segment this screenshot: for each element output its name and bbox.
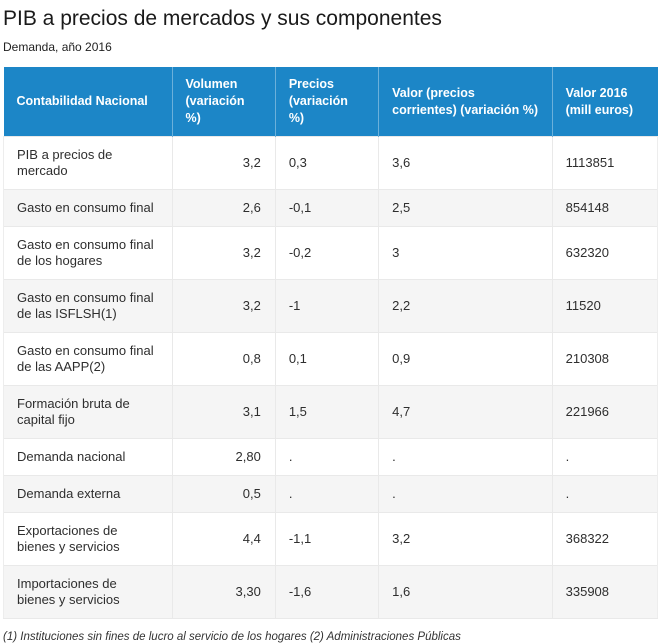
cell-valor: 2,2 bbox=[379, 280, 553, 333]
cell-valor: 3,6 bbox=[379, 137, 553, 190]
cell-valor: 0,9 bbox=[379, 333, 553, 386]
table-row bbox=[4, 333, 658, 386]
cell-volumen: 0,5 bbox=[172, 476, 275, 513]
row-label: Gasto en consumo final bbox=[4, 190, 173, 227]
page-title: PIB a precios de mercados y sus componentes bbox=[3, 7, 442, 30]
cell-valor-2016: . bbox=[552, 476, 657, 513]
row-label: Importaciones de bienes y servicios bbox=[4, 566, 173, 619]
cell-precios: -1,6 bbox=[275, 566, 378, 619]
page-subtitle: Demanda, año 2016 bbox=[3, 40, 112, 54]
table-row bbox=[4, 513, 658, 566]
cell-volumen: 2,80 bbox=[172, 439, 275, 476]
cell-valor-2016: 1113851 bbox=[552, 137, 657, 190]
cell-valor: 4,7 bbox=[379, 386, 553, 439]
cell-volumen: 2,6 bbox=[172, 190, 275, 227]
cell-valor-2016: 632320 bbox=[552, 227, 657, 280]
data-table bbox=[3, 67, 658, 619]
cell-precios: 1,5 bbox=[275, 386, 378, 439]
header-cell-valor-corrientes: Valor (precios corrientes) (variación %) bbox=[379, 67, 553, 137]
cell-volumen: 4,4 bbox=[172, 513, 275, 566]
table-row bbox=[4, 386, 658, 439]
cell-valor: 1,6 bbox=[379, 566, 553, 619]
cell-precios: -0,2 bbox=[275, 227, 378, 280]
table-row bbox=[4, 280, 658, 333]
cell-valor: 2,5 bbox=[379, 190, 553, 227]
cell-valor: 3 bbox=[379, 227, 553, 280]
cell-precios: 0,1 bbox=[275, 333, 378, 386]
cell-valor-2016: 221966 bbox=[552, 386, 657, 439]
cell-volumen: 0,8 bbox=[172, 333, 275, 386]
table-row bbox=[4, 566, 658, 619]
row-label: PIB a precios de mercado bbox=[4, 137, 173, 190]
table-row bbox=[4, 137, 658, 190]
cell-precios: -0,1 bbox=[275, 190, 378, 227]
cell-valor: . bbox=[379, 439, 553, 476]
table-row bbox=[4, 439, 658, 476]
cell-valor-2016: 368322 bbox=[552, 513, 657, 566]
table-header-row bbox=[4, 67, 658, 137]
row-label: Gasto en consumo final de los hogares bbox=[4, 227, 173, 280]
cell-valor-2016: 210308 bbox=[552, 333, 657, 386]
table-row bbox=[4, 227, 658, 280]
cell-volumen: 3,2 bbox=[172, 227, 275, 280]
cell-valor: 3,2 bbox=[379, 513, 553, 566]
cell-volumen: 3,30 bbox=[172, 566, 275, 619]
row-label: Gasto en consumo final de las ISFLSH(1) bbox=[4, 280, 173, 333]
header-cell-volumen: Volumen (variación %) bbox=[172, 67, 275, 137]
cell-volumen: 3,2 bbox=[172, 137, 275, 190]
row-label: Formación bruta de capital fijo bbox=[4, 386, 173, 439]
cell-volumen: 3,2 bbox=[172, 280, 275, 333]
cell-precios: . bbox=[275, 476, 378, 513]
table-row bbox=[4, 190, 658, 227]
cell-precios: 0,3 bbox=[275, 137, 378, 190]
row-label: Demanda nacional bbox=[4, 439, 173, 476]
table-row bbox=[4, 476, 658, 513]
header-cell-valor-2016: Valor 2016 (mill euros) bbox=[552, 67, 657, 137]
footnote: (1) Instituciones sin fines de lucro al servicio de los hogares (2) Administraciones Públicas bbox=[3, 631, 461, 643]
row-label: Exportaciones de bienes y servicios bbox=[4, 513, 173, 566]
row-label: Gasto en consumo final de las AAPP(2) bbox=[4, 333, 173, 386]
header-cell-contabilidad-nacional: Contabilidad Nacional bbox=[4, 67, 173, 137]
cell-valor-2016: 11520 bbox=[552, 280, 657, 333]
cell-volumen: 3,1 bbox=[172, 386, 275, 439]
cell-valor-2016: . bbox=[552, 439, 657, 476]
cell-valor: . bbox=[379, 476, 553, 513]
row-label: Demanda externa bbox=[4, 476, 173, 513]
cell-precios: . bbox=[275, 439, 378, 476]
cell-valor-2016: 335908 bbox=[552, 566, 657, 619]
header-cell-precios: Precios (variación %) bbox=[275, 67, 378, 137]
cell-valor-2016: 854148 bbox=[552, 190, 657, 227]
cell-precios: -1,1 bbox=[275, 513, 378, 566]
cell-precios: -1 bbox=[275, 280, 378, 333]
